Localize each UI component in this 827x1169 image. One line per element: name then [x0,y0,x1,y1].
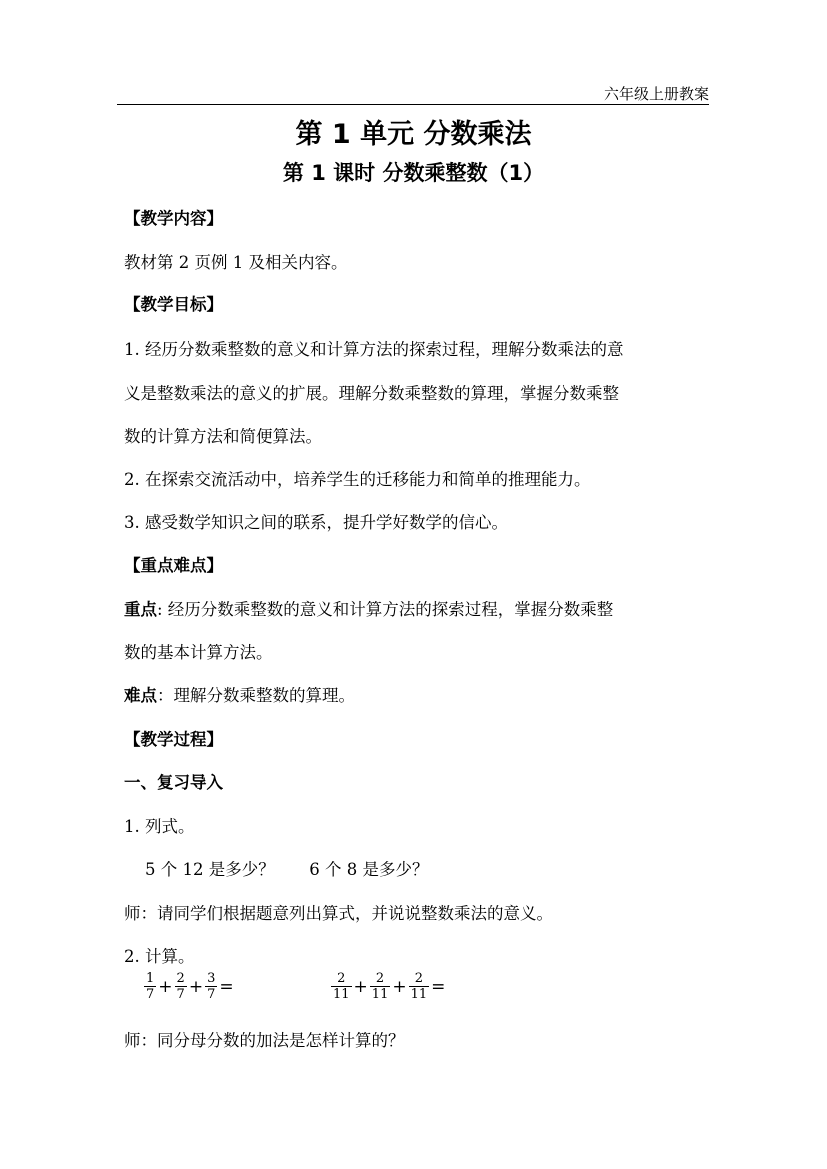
content-text: 教材第 2 页例 1 及相关内容。 [124,253,348,272]
fraction: $\frac{2}{7}$ [176,971,185,1002]
fraction: $\frac{1}{7}$ [146,971,155,1002]
goal1-line1: 1. 经历分数乘整数的意义和计算方法的探索过程，理解分数乘法的意 [124,340,624,359]
header-label: 六年级上册教案 [603,85,709,103]
fraction: $\frac{2}{11}$ [333,971,350,1002]
fraction-expression-2: $\frac{2}{11}$ + $\frac{2}{11}$ + $\frac{2}{11}$ = [333,971,446,1002]
goal1-line3: 数的计算方法和简便算法。 [124,427,322,446]
difficult-text: ：理解分数乘整数的算理。 [157,686,355,705]
header-divider [117,104,709,105]
item2: 2. 计算。 [124,947,195,966]
fraction: $\frac{3}{7}$ [207,971,216,1002]
part1-heading: 一、复习导入 [124,773,223,792]
fraction: $\frac{2}{11}$ [410,971,428,1002]
item1-questions [145,856,735,880]
goal2: 2. 在探索交流活动中，培养学生的迁移能力和简单的推理能力。 [124,470,591,489]
goal3: 3. 感受数学知识之间的联系，提升学好数学的信心。 [124,513,508,532]
key-point [124,596,714,620]
lesson-subtitle: 第 1 课时 分数乘整数（1） [282,161,545,185]
fraction-expression-1: $\frac{1}{7}$ + $\frac{2}{7}$ + $\frac{3}{7}$ = [146,971,234,1002]
item1: 1. 列式。 [124,817,195,836]
goals-heading: 【教学目标】 [124,295,223,314]
goal1-line2: 义是整数乘法的意义的扩展。理解分数乘整数的算理，掌握分数乘整 [124,384,619,403]
key-line1: : 经历分数乘整数的意义和计算方法的探索过程，掌握分数乘整 [157,600,614,619]
item1-q2: 6 个 8 是多少？ [309,860,429,879]
key-heading: 【重点难点】 [124,556,223,575]
process-heading: 【教学过程】 [124,730,223,749]
item1-q1: 5 个 12 是多少？ [145,860,275,879]
difficult-label: 难点 [124,686,157,705]
teacher-prompt-1: 师：请同学们根据题意列出算式，并说说整数乘法的意义。 [124,904,553,923]
key-line2: 数的基本计算方法。 [124,643,273,662]
difficult-point [124,682,714,706]
teacher-prompt-2: 师：同分母分数的加法是怎样计算的？ [124,1031,405,1050]
fraction: $\frac{2}{11}$ [371,971,389,1002]
page-title: 第 1 单元 分数乘法 [295,119,532,150]
content-heading: 【教学内容】 [124,209,223,228]
key-label: 重点 [124,600,157,619]
